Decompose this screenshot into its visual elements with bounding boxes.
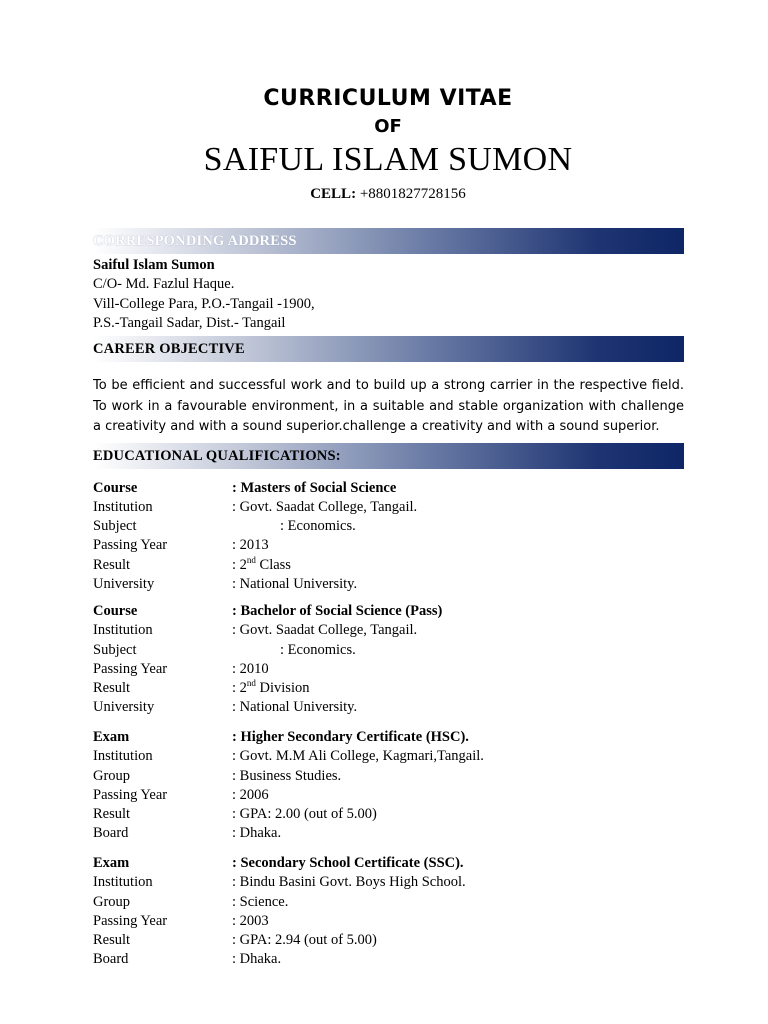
education-value: : Higher Secondary Certificate (HSC). [232, 729, 469, 745]
education-row [93, 786, 693, 805]
education-label: Result [93, 680, 131, 697]
education-row [93, 950, 693, 969]
education-row [93, 912, 693, 931]
education-value: : 2006 [232, 786, 269, 803]
education-label: Subject [93, 641, 137, 658]
cv-title-of: OF [374, 116, 402, 137]
education-label: Institution [93, 748, 153, 765]
education-row [93, 517, 693, 536]
education-row [93, 679, 693, 698]
education-label: Passing Year [93, 786, 168, 803]
cell-value: +8801827728156 [356, 186, 466, 202]
education-value [232, 679, 309, 698]
education-row [93, 873, 693, 892]
education-value: : 2010 [232, 660, 269, 677]
education-row [93, 602, 693, 621]
education-label: Result [93, 806, 131, 823]
education-entry-ssc [93, 854, 693, 970]
education-label: Group [93, 767, 131, 784]
education-label: Subject [93, 518, 137, 535]
education-label: Course [93, 603, 138, 619]
education-entry-masters [93, 479, 693, 595]
objective-heading: CAREER OBJECTIVE [93, 336, 684, 362]
education-value: : Govt. M.M Ali College, Kagmari,Tangail. [232, 748, 484, 765]
education-label: Institution [93, 498, 153, 515]
address-heading: CORRESPONDING ADDRESS [93, 228, 684, 254]
education-value: : GPA: 2.94 (out of 5.00) [232, 932, 377, 949]
education-label: University [93, 575, 155, 592]
education-label: Institution [93, 874, 153, 891]
career-objective-text: To be efficient and successful work and to build up a strong carrier in the respective field. To work in a favourable environment, in a suitable and stable organization with challenge a creativity and with a sound superior.challenge a creativity and with a sound superior. [93, 378, 684, 434]
result-prefix: : 2 [232, 680, 247, 697]
cell-phone [0, 186, 768, 203]
education-row [93, 747, 693, 766]
education-row [93, 728, 693, 747]
education-value [232, 556, 291, 575]
education-label: Result [93, 556, 131, 573]
education-value: : Govt. Saadat College, Tangail. [232, 622, 418, 639]
education-value: : Dhaka. [232, 825, 282, 842]
education-label: University [93, 699, 155, 716]
result-ordinal: nd [246, 554, 256, 565]
result-suffix: Division [255, 680, 310, 697]
education-value: : Dhaka. [232, 951, 282, 968]
education-value: : National University. [232, 699, 358, 716]
candidate-name: SAIFUL ISLAM SUMON [203, 141, 573, 178]
address-line-3: P.S.-Tangail Sadar, Dist.- Tangail [93, 315, 286, 331]
education-row [93, 575, 693, 594]
education-label: Result [93, 932, 131, 949]
education-row [93, 805, 693, 824]
cell-label: CELL: [310, 186, 357, 202]
education-label: Passing Year [93, 537, 168, 554]
cv-title: CURRICULUM VITAE [263, 86, 513, 111]
education-value: : National University. [232, 575, 358, 592]
education-value: : Business Studies. [232, 767, 342, 784]
education-row [93, 931, 693, 950]
education-value: : Bindu Basini Govt. Boys High School. [232, 874, 466, 891]
education-value: : Secondary School Certificate (SSC). [232, 855, 464, 871]
education-label: Exam [93, 855, 130, 871]
result-suffix: Class [255, 556, 291, 573]
education-label: Exam [93, 729, 130, 745]
education-value: : 2013 [232, 537, 269, 554]
education-value: : Science. [232, 893, 289, 910]
education-row [93, 824, 693, 843]
address-line-2: Vill-College Para, P.O.-Tangail -1900, [93, 295, 315, 312]
education-row [93, 479, 693, 498]
education-value: : Economics. [280, 641, 356, 658]
education-label: Board [93, 825, 129, 842]
education-label: Institution [93, 622, 153, 639]
education-row [93, 498, 693, 517]
result-ordinal: nd [246, 678, 256, 689]
education-row [93, 698, 693, 717]
education-value: : 2003 [232, 912, 269, 929]
education-value: : Bachelor of Social Science (Pass) [232, 603, 443, 619]
education-row [93, 621, 693, 640]
education-entry-hsc [93, 728, 693, 844]
education-value: : Govt. Saadat College, Tangail. [232, 498, 418, 515]
education-value: : Economics. [280, 518, 356, 535]
education-row [93, 641, 693, 660]
education-label: Board [93, 951, 129, 968]
address-line-1: C/O- Md. Fazlul Haque. [93, 276, 235, 292]
education-heading: EDUCATIONAL QUALIFICATIONS: [93, 443, 684, 469]
education-row [93, 854, 693, 873]
education-row [93, 893, 693, 912]
education-row [93, 660, 693, 679]
education-label: Passing Year [93, 660, 168, 677]
education-value: : Masters of Social Science [232, 479, 397, 496]
education-label: Passing Year [93, 912, 168, 929]
result-prefix: : 2 [232, 556, 247, 573]
education-row [93, 767, 693, 786]
education-entry-bachelor [93, 602, 693, 718]
address-name: Saiful Islam Sumon [93, 257, 215, 273]
education-label: Course [93, 479, 138, 496]
education-value: : GPA: 2.00 (out of 5.00) [232, 806, 377, 823]
education-row [93, 556, 693, 575]
education-label: Group [93, 893, 131, 910]
education-row [93, 536, 693, 555]
